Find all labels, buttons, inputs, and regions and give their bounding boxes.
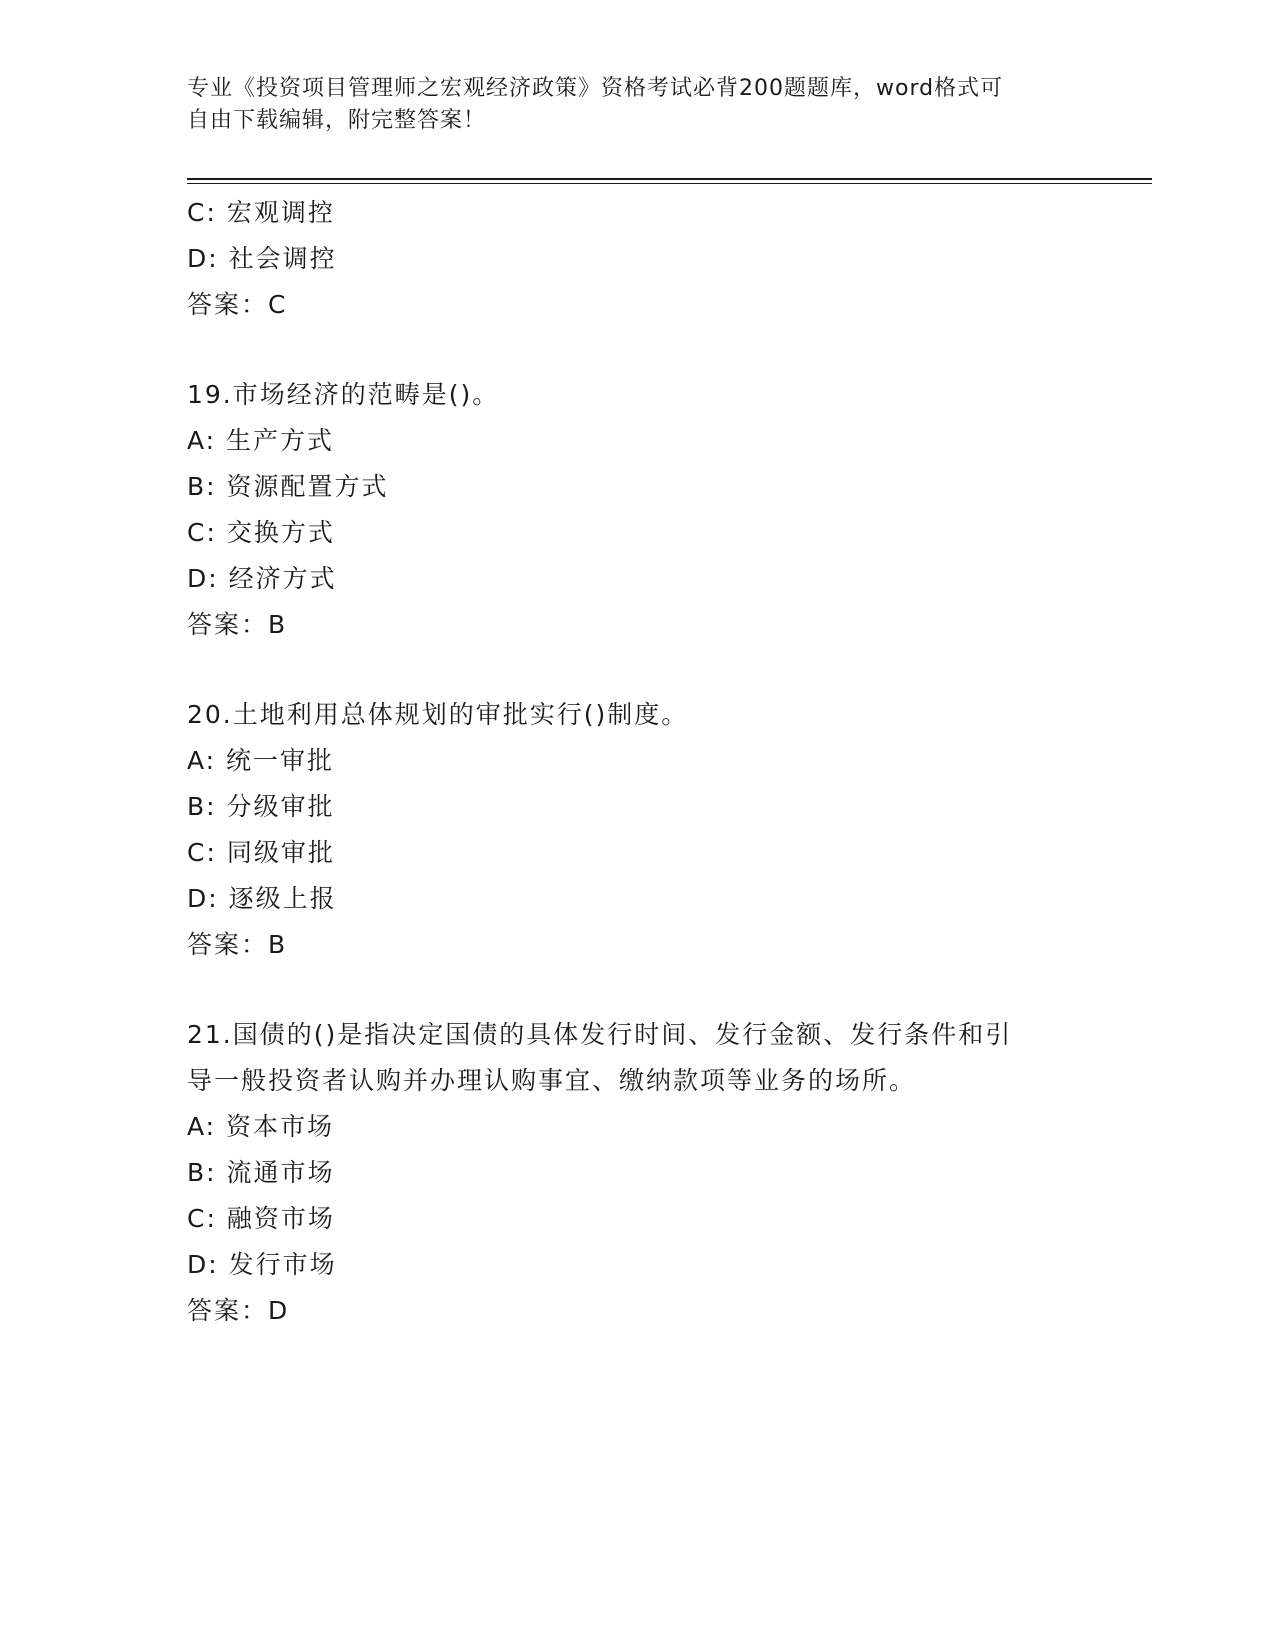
answer-line: 答案：D (187, 1296, 290, 1325)
document-header (187, 73, 1067, 137)
option-a: A: 统一审批 (187, 746, 335, 775)
option-b: B: 流通市场 (187, 1158, 335, 1187)
header-divider-thick (187, 178, 1152, 180)
option-c: C: 融资市场 (187, 1204, 335, 1233)
question-21 (187, 1012, 1087, 1334)
option-c: C: 宏观调控 (187, 198, 335, 227)
question-20 (187, 692, 1087, 968)
option-a: A: 资本市场 (187, 1112, 335, 1141)
spacer (187, 968, 1087, 1012)
header-divider-thin (187, 183, 1152, 184)
option-c: C: 同级审批 (187, 838, 335, 867)
question-stem-line-2: 导一般投资者认购并办理认购事宜、缴纳款项等业务的场所。 (187, 1066, 917, 1095)
header-line-2: 自由下载编辑，附完整答案！ (187, 108, 487, 133)
question-stem: 19.市场经济的范畴是()。 (187, 380, 500, 409)
option-a: A: 生产方式 (187, 426, 335, 455)
option-b: B: 资源配置方式 (187, 472, 389, 501)
option-c: C: 交换方式 (187, 518, 335, 547)
question-stem-line-1: 21.国债的()是指决定国债的具体发行时间、发行金额、发行条件和引 (187, 1020, 1013, 1049)
option-d: D: 发行市场 (187, 1250, 337, 1279)
spacer (187, 328, 1087, 372)
answer-line: 答案：B (187, 610, 288, 639)
answer-line: 答案：B (187, 930, 288, 959)
option-b: B: 分级审批 (187, 792, 335, 821)
question-19 (187, 372, 1087, 648)
question-list (187, 190, 1087, 1334)
option-d: D: 逐级上报 (187, 884, 337, 913)
option-d: D: 经济方式 (187, 564, 337, 593)
answer-line: 答案：C (187, 290, 288, 319)
spacer (187, 648, 1087, 692)
question-stem: 20.土地利用总体规划的审批实行()制度。 (187, 700, 689, 729)
question-18-continued (187, 190, 1087, 328)
header-line-1: 专业《投资项目管理师之宏观经济政策》资格考试必背200题题库，word格式可 (187, 76, 1004, 101)
option-d: D: 社会调控 (187, 244, 337, 273)
